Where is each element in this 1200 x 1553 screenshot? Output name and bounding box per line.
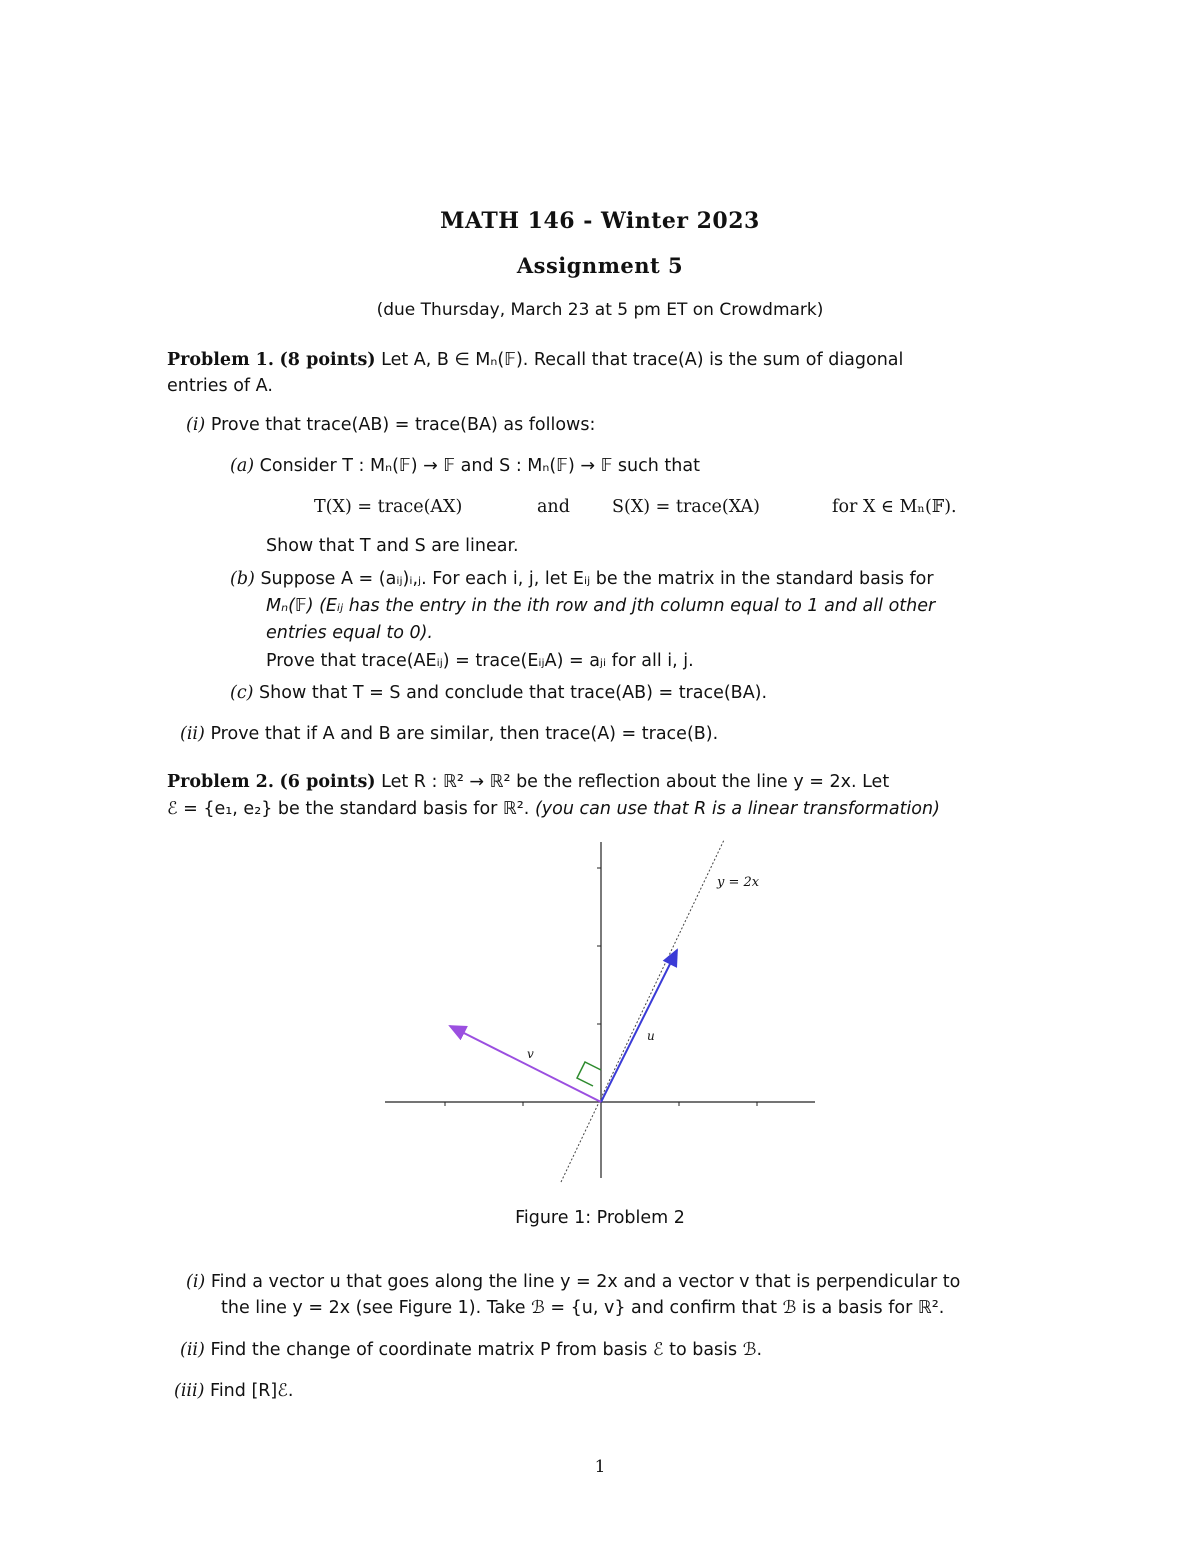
p2-part-i-label: (i) [186,1272,206,1292]
p2-part-i-text1: Find a vector u that goes along the line y = 2x and a vector v that is perpendicular to [210,1272,961,1292]
part-b-text1: Suppose A = (aᵢⱼ)ᵢ,ⱼ. For each i, j, let Eᵢⱼ be the matrix in the standard basis for [260,569,934,589]
part-b-label: (b) [230,569,255,589]
problem2-points: (6 points) [279,772,376,792]
part-c-text: Show that T = S and conclude that trace(AB) = trace(BA). [259,683,768,703]
problem1-intro-line2: entries of A. [167,376,273,396]
display-eq-for: for X ∈ Mₙ(𝔽). [832,497,957,517]
part-i-text: Prove that trace(AB) = trace(BA) as follows: [210,415,596,435]
line-label: y = 2x [717,875,760,890]
right-angle-marker [577,1062,601,1086]
display-eq-S: S(X) = trace(XA) [612,497,761,517]
page-title: MATH 146 - Winter 2023 [440,208,760,234]
line-y-equals-2x [561,840,724,1182]
problem1-intro-text: Let A, B ∈ Mₙ(𝔽). Recall that trace(A) is the sum of diagonal [381,350,904,370]
p2-part-iii-text: Find [R]ℰ. [210,1381,294,1401]
problem2-part-i [186,1272,960,1292]
due-date: (due Thursday, March 23 at 5 pm ET on Crowdmark) [376,300,824,320]
problem2-heading: Problem 2. [167,772,274,792]
display-eq-T: T(X) = trace(AX) [314,497,463,517]
p2-part-i-text2: the line y = 2x (see Figure 1). Take ℬ = {u, v} and confirm that ℬ is a basis for ℝ². [221,1298,945,1318]
problem2-intro [167,772,889,792]
problem1-part-b [230,569,934,589]
problem1-points: (8 points) [279,350,376,370]
vector-u [601,950,677,1102]
figure-caption: Figure 1: Problem 2 [515,1208,685,1228]
problem2-part-iii [174,1381,293,1401]
problem1-heading: Problem 1. [167,350,274,370]
page-number: 1 [594,1457,606,1477]
part-b-text2: Mₙ(𝔽) (Eᵢⱼ has the entry in the ith row and jth column equal to 1 and all other [266,596,936,616]
display-eq-and: and [537,497,570,517]
part-ii-text: Prove that if A and B are similar, then trace(A) = trace(B). [210,724,719,744]
part-i-label: (i) [186,415,206,435]
p2-part-ii-text: Find the change of coordinate matrix P from basis ℰ to basis ℬ. [210,1340,763,1360]
problem2-intro2a: ℰ = {e₁, e₂} be the standard basis for ℝ². [167,799,530,819]
problem1-part-a [230,456,700,476]
problem2-part-ii [180,1340,762,1360]
part-b-text4: Prove that trace(AEᵢⱼ) = trace(EᵢⱼA) = aⱼᵢ for all i, j. [266,651,694,671]
part-b-text3: entries equal to 0). [266,623,433,643]
p2-part-iii-label: (iii) [174,1381,205,1401]
problem2-intro-line2 [167,799,940,819]
part-a-label: (a) [230,456,255,476]
problem2-intro-text: Let R : ℝ² → ℝ² be the reflection about the line y = 2x. Let [381,772,890,792]
vector-v [450,1026,601,1102]
p2-part-ii-label: (ii) [180,1340,205,1360]
v-label: v [527,1047,534,1061]
part-c-label: (c) [230,683,254,703]
assignment-title: Assignment 5 [516,253,684,278]
problem1-part-c [230,683,767,703]
problem1-intro [167,350,903,370]
figure-1 [380,838,820,1183]
problem1-part-ii [180,724,718,744]
part-a-show: Show that T and S are linear. [266,536,519,556]
problem2-intro2b: (you can use that R is a linear transformation) [534,799,940,819]
part-a-text: Consider T : Mₙ(𝔽) → 𝔽 and S : Mₙ(𝔽) → 𝔽 such that [259,456,700,476]
part-ii-label: (ii) [180,724,205,744]
u-label: u [647,1029,655,1043]
problem1-part-i [186,415,595,435]
